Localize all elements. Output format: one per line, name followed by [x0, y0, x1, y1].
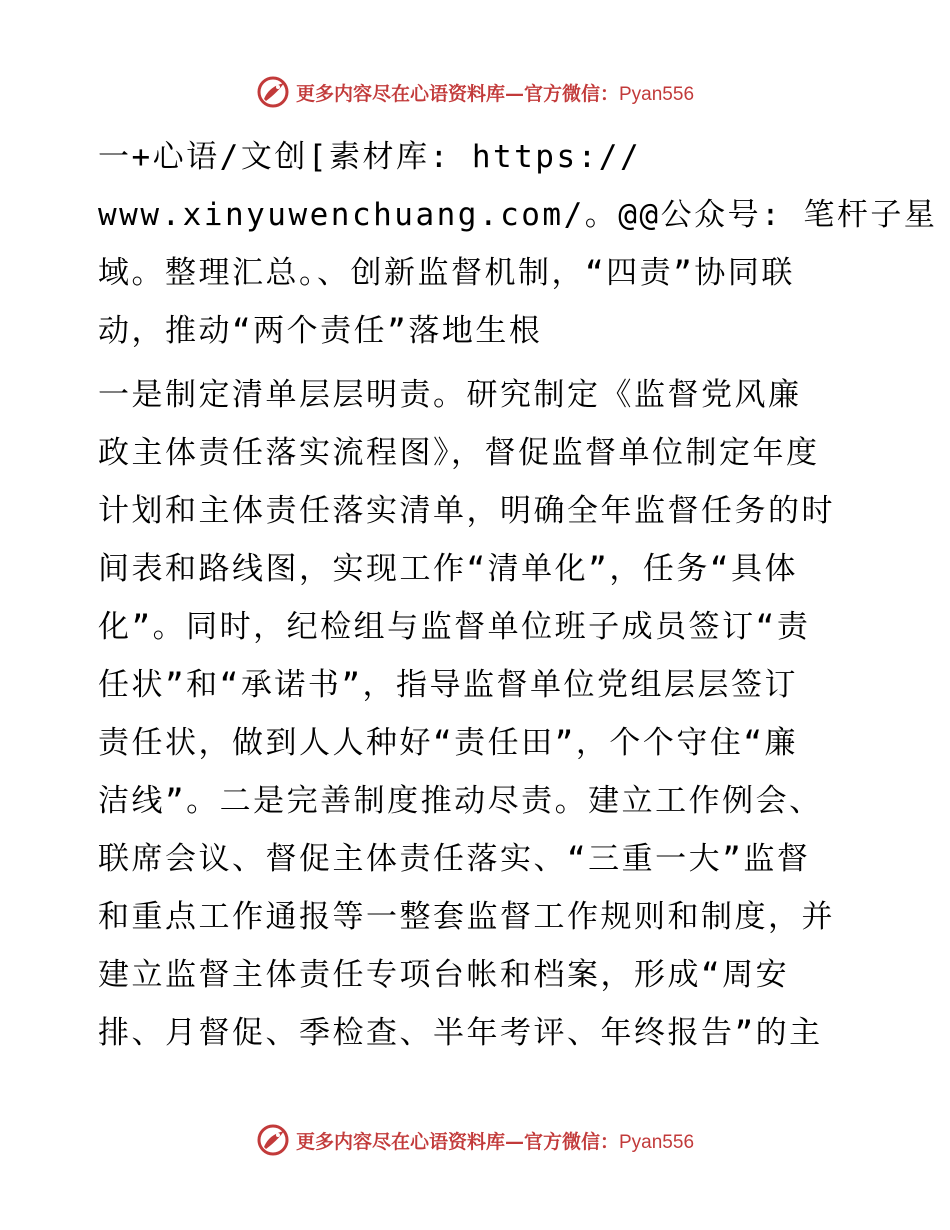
text-line: 任状”和“承诺书”，指导监督单位党组层层签订: [98, 667, 798, 703]
text-line: 计划和主体责任落实清单，明确全年监督任务的时: [98, 493, 835, 529]
text-line: 政主体责任落实流程图》，督促监督单位制定年度: [98, 435, 820, 471]
pen-nib-logo-icon: [256, 75, 290, 109]
text-line: 和重点工作通报等一整套监督工作规则和制度，并: [98, 899, 835, 935]
pen-nib-logo-icon: [256, 1123, 290, 1157]
document-body: [98, 128, 938, 1062]
text-line: 域。整理汇总。、创新监督机制，“四责”协同联: [98, 255, 795, 291]
paragraph-1: [98, 128, 938, 360]
text-line: 一+心语/文创[素材库: https://: [98, 139, 642, 175]
footer-wechat-id: Pyan556: [619, 1131, 695, 1153]
text-line: 化”。同时，纪检组与监督单位班子成员签订“责: [98, 609, 811, 645]
text-line: 动，推动“两个责任”落地生根: [98, 313, 543, 349]
paragraph-2: [98, 366, 858, 1062]
header-banner-text: [296, 79, 694, 106]
footer-banner-text: [296, 1127, 694, 1154]
text-line: 间表和路线图，实现工作“清单化”，任务“具体: [98, 551, 798, 587]
text-line: 联席会议、督促主体责任落实、“三重一大”监督: [98, 841, 811, 877]
text-line: www.xinyuwenchuang.com/。@@公众号: 笔杆子星: [98, 197, 938, 233]
text-line: 建立监督主体责任专项台帐和档案，形成“周安: [98, 957, 790, 993]
header-wechat-id: Pyan556: [619, 83, 695, 105]
text-line: 一是制定清单层层明责。研究制定《监督党风廉: [98, 377, 802, 413]
header-banner-label: 更多内容尽在心语资料库—官方微信：: [295, 82, 619, 105]
header-banner: [0, 70, 950, 114]
footer-banner: [0, 1118, 950, 1162]
text-line: 责任状，做到人人种好“责任田”，个个守住“廉: [98, 725, 798, 761]
footer-banner-label: 更多内容尽在心语资料库—官方微信：: [295, 1130, 619, 1153]
text-line: 洁线”。二是完善制度推动尽责。建立工作例会、: [98, 783, 823, 819]
text-line: 排、月督促、季检查、半年考评、年终报告”的主: [98, 1015, 823, 1051]
